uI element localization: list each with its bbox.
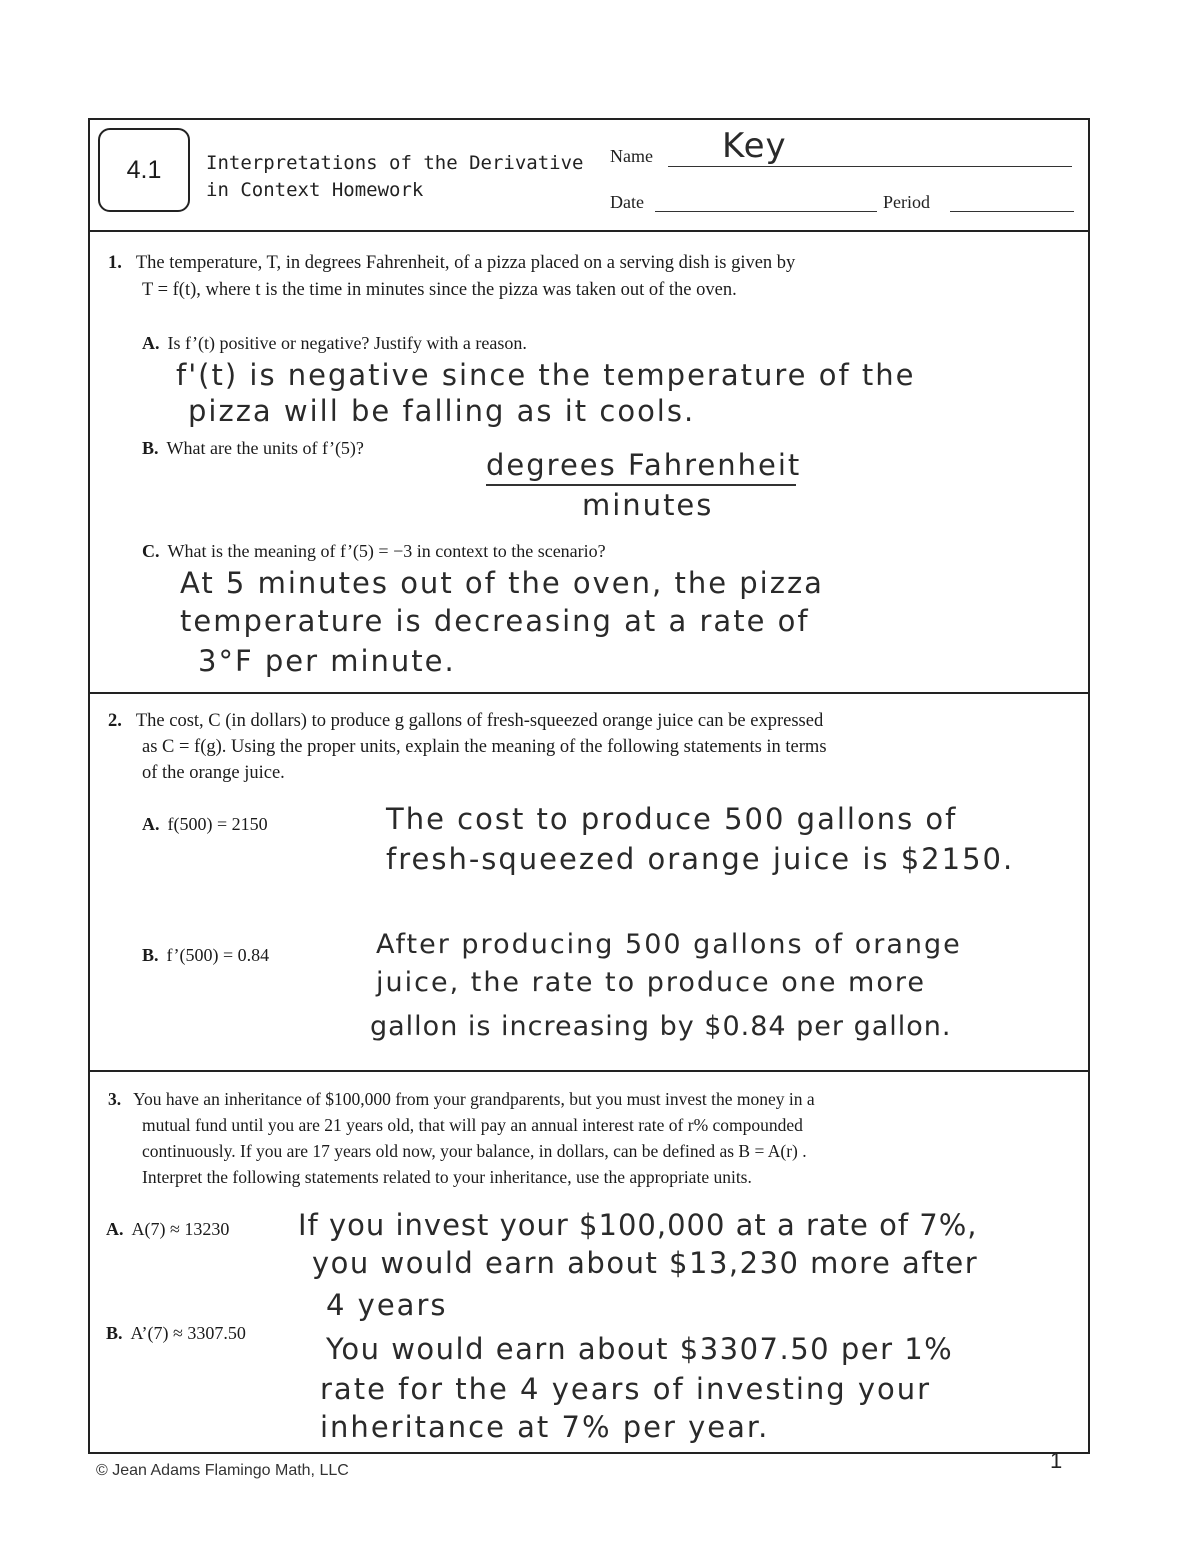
worksheet-title	[206, 150, 584, 204]
q3b-answer-line2: rate for the 4 years of investing your	[320, 1372, 932, 1406]
lesson-number: 4.1	[126, 155, 162, 184]
q3-text-line1: You have an inheritance of $100,000 from your grandparents, but you must invest the money in a	[133, 1089, 815, 1109]
q3a-answer-line2: you would earn about $13,230 more after	[312, 1246, 979, 1280]
q2a-answer-line1: The cost to produce 500 gallons of	[386, 802, 958, 836]
q1b-answer-denominator: minutes	[582, 488, 714, 522]
q2b-answer-line1: After producing 500 gallons of orange	[376, 929, 962, 960]
q2-text-line1: The cost, C (in dollars) to produce g gallons of fresh-squeezed orange juice can be expressed	[135, 711, 824, 731]
q2a-answer-line2: fresh-squeezed orange juice is $2150.	[386, 842, 1015, 876]
q1c-answer-line1: At 5 minutes out of the oven, the pizza	[180, 566, 824, 600]
q1b-question: What are the units of f’(5)?	[166, 438, 364, 458]
q2-text-line3: of the orange juice.	[142, 763, 285, 783]
page-number: 1	[1050, 1448, 1063, 1473]
question-3	[108, 1086, 815, 1113]
q3-number: 3.	[108, 1089, 122, 1109]
title-line-2: in Context Homework	[206, 179, 424, 201]
q1-number: 1.	[108, 253, 122, 273]
q2-text-line2: as C = f(g). Using the proper units, explain the meaning of the following statements in terms	[142, 737, 827, 757]
q1c-answer-line3: 3°F per minute.	[198, 644, 456, 678]
q2b-statement: f’(500) = 0.84	[166, 945, 270, 965]
date-label: Date	[610, 192, 644, 212]
lesson-number-badge	[98, 128, 190, 212]
q2b-answer-line3: gallon is increasing by $0.84 per gallon.	[370, 1011, 952, 1042]
q1-part-b	[142, 435, 364, 461]
q1a-label: A.	[142, 333, 160, 353]
name-label: Name	[610, 146, 653, 166]
period-line	[950, 211, 1074, 212]
q1a-answer-line2: pizza will be falling as it cools.	[188, 394, 696, 428]
question-divider-2	[88, 1070, 1090, 1072]
q3b-label: B.	[106, 1323, 123, 1343]
q2a-label: A.	[142, 814, 160, 834]
date-line	[655, 211, 877, 212]
q2a-statement: f(500) = 2150	[167, 814, 268, 834]
q3a-statement: A(7) ≈ 13230	[131, 1219, 230, 1239]
question-2	[108, 708, 823, 735]
q3b-answer-line3: inheritance at 7% per year.	[320, 1410, 770, 1444]
q1-text-line2: T = f(t), where t is the time in minutes since the pizza was taken out of the oven.	[142, 280, 737, 300]
period-label: Period	[883, 192, 930, 212]
q3-text-line2: mutual fund until you are 21 years old, that will pay an annual interest rate of r% compounded	[142, 1115, 803, 1135]
q3-text-line4: Interpret the following statements related to your inheritance, use the appropriate units.	[142, 1167, 752, 1187]
q2-part-b	[142, 942, 269, 968]
q3a-answer-line1: If you invest your $100,000 at a rate of 7%,	[298, 1208, 978, 1242]
q1b-label: B.	[142, 438, 159, 458]
question-1	[108, 250, 795, 277]
q3b-statement: A’(7) ≈ 3307.50	[130, 1323, 246, 1343]
header-divider	[88, 230, 1090, 232]
q1-part-c	[142, 538, 606, 564]
q2b-label: B.	[142, 945, 159, 965]
q1b-answer-numerator: degrees Fahrenheit	[486, 448, 802, 482]
q2-number: 2.	[108, 711, 122, 731]
q3a-label: A.	[106, 1219, 124, 1239]
q1-text-line1: The temperature, T, in degrees Fahrenheit, of a pizza placed on a serving dish is given by	[135, 253, 796, 273]
q2b-answer-line2: juice, the rate to produce one more	[376, 967, 926, 998]
q1c-question: What is the meaning of f’(5) = −3 in context to the scenario?	[167, 541, 606, 561]
name-line	[668, 166, 1072, 167]
q1a-answer-line1: f'(t) is negative since the temperature of the	[176, 358, 916, 392]
q3-text-line3: continuously. If you are 17 years old now, your balance, in dollars, can be defined as B = A(r) .	[142, 1141, 807, 1161]
q2-part-a	[142, 811, 268, 837]
q1a-question: Is f’(t) positive or negative? Justify with a reason.	[167, 333, 527, 353]
q1c-answer-line2: temperature is decreasing at a rate of	[180, 604, 810, 638]
q1c-label: C.	[142, 541, 160, 561]
question-divider-1	[88, 692, 1090, 694]
title-line-1: Interpretations of the Derivative	[206, 152, 584, 174]
q3-part-b	[106, 1320, 246, 1346]
copyright-footer: © Jean Adams Flamingo Math, LLC	[96, 1462, 349, 1479]
q1-part-a	[142, 330, 527, 356]
q3-part-a	[106, 1216, 229, 1242]
q3a-answer-line3: 4 years	[326, 1288, 448, 1322]
q3b-answer-line1: You would earn about $3307.50 per 1%	[326, 1332, 954, 1366]
name-value: Key	[722, 126, 787, 166]
